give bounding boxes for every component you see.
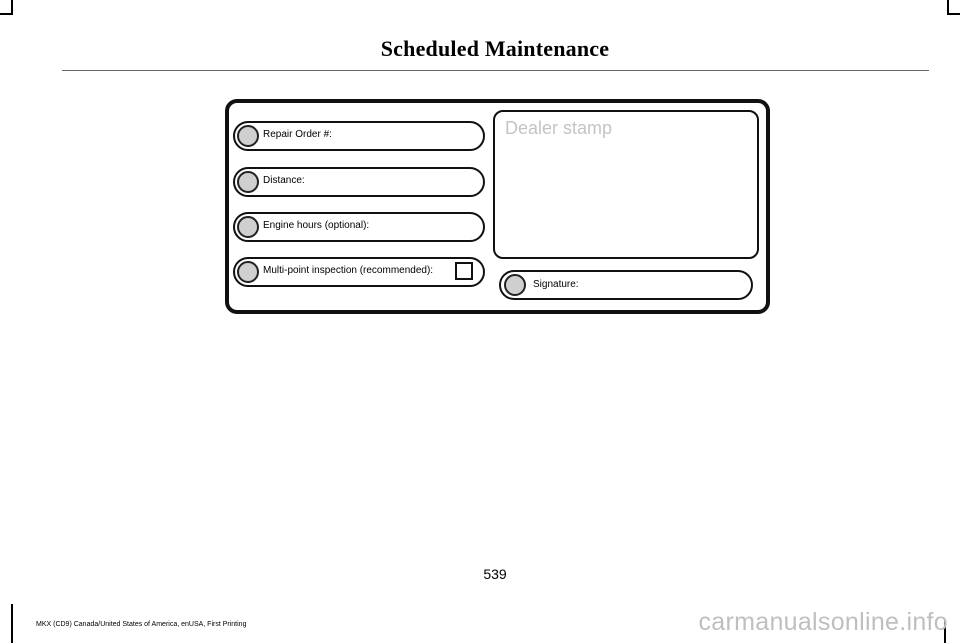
crop-mark-top-right-horizontal bbox=[947, 13, 960, 15]
distance-label: Distance: bbox=[263, 175, 305, 186]
distance-field[interactable] bbox=[233, 167, 485, 197]
field-bubble-icon bbox=[237, 125, 259, 147]
repair-order-label: Repair Order #: bbox=[263, 129, 332, 140]
title-divider bbox=[62, 70, 929, 71]
field-bubble-icon bbox=[237, 171, 259, 193]
crop-mark-top-right-vertical bbox=[947, 0, 949, 14]
multi-point-inspection-label: Multi-point inspection (recommended): bbox=[263, 265, 434, 276]
crop-mark-top-left-vertical bbox=[11, 0, 13, 14]
field-bubble-icon bbox=[237, 216, 259, 238]
page-title: Scheduled Maintenance bbox=[380, 36, 610, 61]
signature-field[interactable] bbox=[499, 270, 753, 300]
field-bubble-icon bbox=[237, 261, 259, 283]
repair-order-field[interactable] bbox=[233, 121, 485, 151]
crop-mark-top-left-horizontal bbox=[0, 13, 13, 15]
engine-hours-label: Engine hours (optional): bbox=[263, 220, 370, 231]
multi-point-inspection-field bbox=[233, 257, 485, 287]
dealer-stamp-box[interactable] bbox=[493, 110, 759, 259]
engine-hours-field[interactable] bbox=[233, 212, 485, 242]
field-bubble-icon bbox=[504, 274, 526, 296]
watermark: carmanualsonline.info bbox=[698, 608, 948, 636]
multi-point-inspection-checkbox[interactable] bbox=[455, 262, 473, 280]
footer-printing-info: MKX (CD9) Canada/United States of America, enUSA, First Printing bbox=[36, 621, 247, 628]
dealer-stamp-label: Dealer stamp bbox=[505, 118, 613, 138]
page-number: 539 bbox=[483, 566, 507, 582]
crop-mark-bottom-left-vertical bbox=[11, 604, 13, 643]
signature-label: Signature: bbox=[533, 279, 579, 290]
